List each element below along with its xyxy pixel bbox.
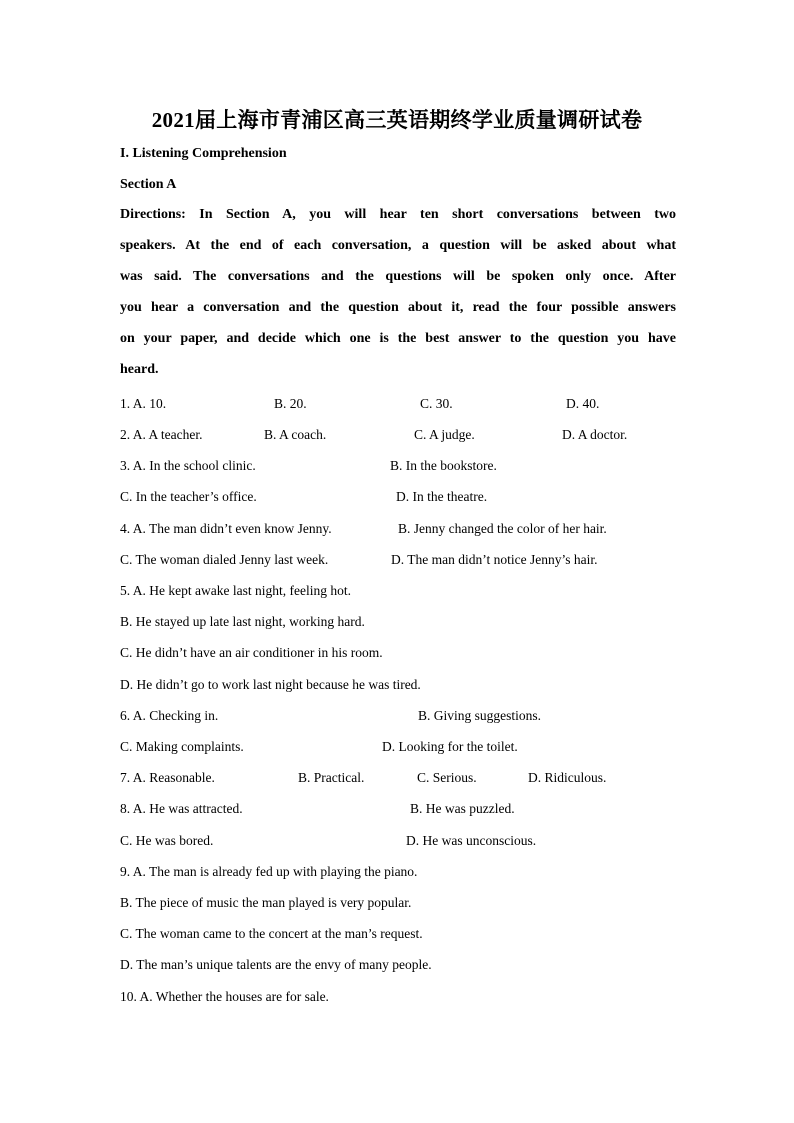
q9-option-d: D. The man’s unique talents are the envy of many people. <box>120 957 432 972</box>
section-heading: Section A <box>120 177 177 192</box>
q6-option-c: C. Making complaints. <box>120 739 244 754</box>
directions-line: on your paper, and decide which one is the best answer to the question you have <box>120 331 676 346</box>
q1-option-d: D. 40. <box>566 396 600 411</box>
directions-line: you hear a conversation and the question about it, read the four possible answers <box>120 300 676 315</box>
q10-option-a: 10. A. Whether the houses are for sale. <box>120 989 329 1004</box>
q6-option-d: D. Looking for the toilet. <box>382 739 518 754</box>
q5-option-c: C. He didn’t have an air conditioner in his room. <box>120 645 383 660</box>
q2-option-a: 2. A. A teacher. <box>120 427 203 442</box>
q3-option-d: D. In the theatre. <box>396 489 488 504</box>
page-title: 2021届上海市青浦区高三英语期终学业质量调研试卷 <box>151 108 643 132</box>
q7-option-a: 7. A. Reasonable. <box>120 770 215 785</box>
directions-line: speakers. At the end of each conversation, a question will be asked about what <box>120 238 676 253</box>
q4-option-c: C. The woman dialed Jenny last week. <box>120 552 329 567</box>
q5-option-b: B. He stayed up late last night, working hard. <box>120 614 365 629</box>
directions-line: was said. The conversations and the questions will be spoken only once. After <box>120 269 676 284</box>
q6-option-a: 6. A. Checking in. <box>120 708 219 723</box>
q8-option-d: D. He was unconscious. <box>406 833 537 848</box>
q5-option-d: D. He didn’t go to work last night because he was tired. <box>120 677 421 692</box>
directions-line: heard. <box>120 362 159 377</box>
q3-option-a: 3. A. In the school clinic. <box>120 458 256 473</box>
q4-option-a: 4. A. The man didn’t even know Jenny. <box>120 521 332 536</box>
q9-option-b: B. The piece of music the man played is very popular. <box>120 895 412 910</box>
q1-option-b: B. 20. <box>274 396 307 411</box>
q3-option-b: B. In the bookstore. <box>390 458 497 473</box>
q9-option-a: 9. A. The man is already fed up with playing the piano. <box>120 864 418 879</box>
q3-option-c: C. In the teacher’s office. <box>120 489 257 504</box>
q8-option-a: 8. A. He was attracted. <box>120 801 243 816</box>
q1-option-c: C. 30. <box>420 396 453 411</box>
q7-option-b: B. Practical. <box>298 770 365 785</box>
part-heading: I. Listening Comprehension <box>120 146 287 161</box>
directions-line: Directions: In Section A, you will hear ten short conversations between two <box>120 207 676 222</box>
q6-option-b: B. Giving suggestions. <box>418 708 542 723</box>
q4-option-d: D. The man didn’t notice Jenny’s hair. <box>391 552 598 567</box>
q8-option-c: C. He was bored. <box>120 833 214 848</box>
q1-option-a: 1. A. 10. <box>120 396 167 411</box>
q4-option-b: B. Jenny changed the color of her hair. <box>398 521 607 536</box>
q8-option-b: B. He was puzzled. <box>410 801 515 816</box>
q2-option-d: D. A doctor. <box>562 427 628 442</box>
q7-option-d: D. Ridiculous. <box>528 770 607 785</box>
q7-option-c: C. Serious. <box>417 770 477 785</box>
q5-option-a: 5. A. He kept awake last night, feeling hot. <box>120 583 351 598</box>
q2-option-b: B. A coach. <box>264 427 327 442</box>
q9-option-c: C. The woman came to the concert at the man’s request. <box>120 926 423 941</box>
q2-option-c: C. A judge. <box>414 427 475 442</box>
